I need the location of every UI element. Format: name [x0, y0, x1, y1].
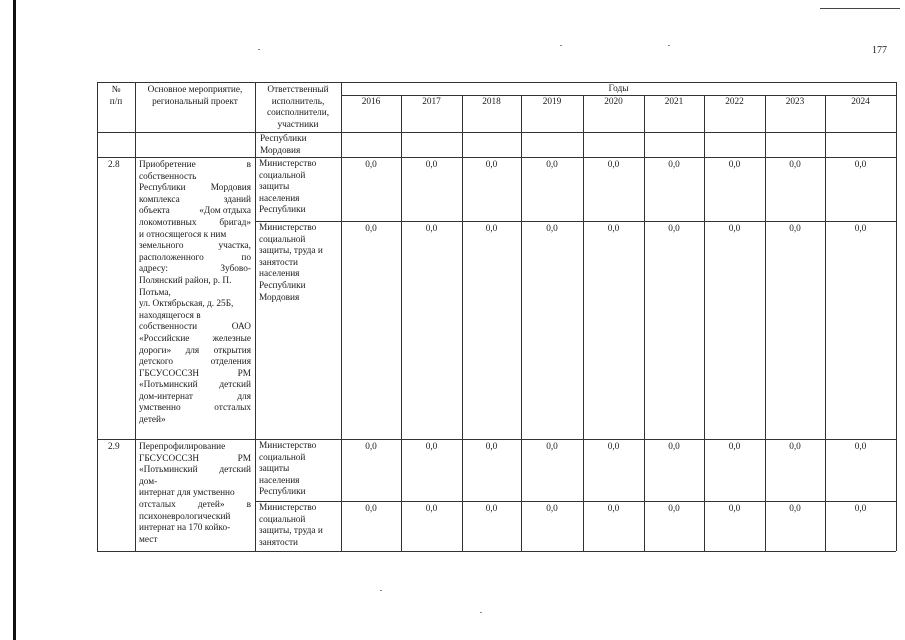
activity-text-word: отсталых: [214, 403, 251, 414]
activity-text-word: зданий: [223, 194, 251, 205]
funding-value-2022: 0,0: [728, 160, 741, 170]
header-year-2023: 2023: [785, 97, 805, 107]
activity-text-line: [139, 512, 251, 524]
funding-value-2024: 0,0: [854, 224, 867, 234]
activity-text-word: умственно: [139, 403, 181, 414]
funding-value-2019: 0,0: [546, 160, 558, 170]
funding-value-2024: 0,0: [854, 442, 867, 452]
activity-text-word: ул. Октябрьская, д. 25Б,: [139, 299, 234, 310]
year-column-divider: [644, 132, 645, 551]
year-column-divider: [704, 132, 705, 551]
header-year-2017: 2017: [422, 97, 441, 107]
activity-text-word: участка,: [218, 241, 251, 252]
activity-text-word: железные: [212, 333, 251, 344]
activity-text-line: [139, 172, 251, 184]
activity-text-word: ГБСУСОССЗН: [139, 368, 200, 379]
activity-text-word: собственности: [139, 322, 198, 333]
funding-value-2017: 0,0: [425, 160, 438, 170]
activity-text-word: Республики: [139, 183, 186, 194]
column-divider-activity: [255, 82, 256, 551]
table-border-top: [97, 82, 896, 83]
funding-value-2024: 0,0: [854, 504, 867, 514]
activity-text-word: Перепрофилирование: [139, 442, 226, 452]
year-column-divider: [765, 132, 766, 551]
activity-text-word: детей»: [197, 499, 225, 510]
activity-text-line: [139, 535, 251, 547]
activity-text-word: ОАО: [231, 322, 251, 333]
activity-text-word: «Потьминский: [139, 465, 198, 476]
activity-text-line: [139, 392, 251, 404]
funding-value-2019: 0,0: [546, 442, 558, 452]
header-activity-label: Основное мероприятие, региональный проект: [147, 85, 243, 107]
scan-speck: [668, 45, 670, 46]
header-year-2018: 2018: [482, 97, 501, 107]
activity-text-word: Приобретение: [139, 160, 196, 170]
funding-value-2022: 0,0: [728, 224, 741, 234]
activity-text-word: отделения: [210, 357, 251, 368]
activity-text-word: дом-интернат: [139, 391, 193, 402]
funding-value-2021: 0,0: [668, 224, 680, 234]
activity-text-line: [139, 488, 251, 500]
activity-text-word: детский: [219, 380, 251, 391]
activity-text-word: «Потьминский: [139, 380, 198, 391]
activity-text-word: Потьма,: [139, 287, 171, 298]
activity-text-word: детский: [219, 465, 251, 476]
activity-text-line: [139, 276, 251, 288]
activity-text-word: детского: [139, 357, 174, 368]
activity-text-line: [139, 477, 251, 489]
header-year-2016: 2016: [361, 97, 381, 107]
scan-edge-bar: [13, 0, 16, 640]
row-divider: [97, 439, 896, 440]
funding-value-2017: 0,0: [425, 442, 438, 452]
year-column-divider: [825, 132, 826, 551]
activity-text-line: [139, 523, 251, 535]
activity-text-word: по: [241, 252, 251, 263]
header-years-label: Годы: [608, 84, 629, 94]
activity-text-line: [139, 299, 251, 311]
activity-text-word: РМ: [237, 453, 251, 464]
activity-text-word: для: [185, 345, 200, 356]
funding-value-2022: 0,0: [728, 504, 741, 514]
header-bottom-line: [97, 132, 341, 133]
funding-value-2023: 0,0: [789, 160, 801, 170]
activity-text-word: собственность: [139, 171, 197, 182]
activity-description: [139, 442, 251, 546]
scan-edge-line: [820, 8, 900, 9]
activity-text-line: [139, 454, 251, 466]
activity-text-word: РМ: [237, 368, 251, 379]
activity-text-word: «Дом отдыха: [199, 206, 251, 217]
year-column-divider: [401, 132, 402, 551]
activity-text-word: земельного: [139, 241, 184, 252]
table-border-bottom: [97, 551, 896, 552]
funding-value-2016: 0,0: [365, 160, 377, 170]
funding-value-2023: 0,0: [789, 504, 801, 514]
activity-text-word: в: [246, 160, 251, 170]
header-num-label: № п/п: [109, 85, 123, 107]
activity-text-word: «Российские: [139, 333, 190, 344]
column-divider-num: [135, 82, 136, 551]
activity-text-word: отсталых: [139, 499, 176, 510]
activity-text-line: [139, 241, 251, 253]
activity-text-line: [139, 380, 251, 392]
activity-text-line: [139, 253, 251, 265]
activity-text-word: и относящегося к ним: [139, 229, 227, 240]
funding-value-2017: 0,0: [425, 224, 438, 234]
funding-value-2018: 0,0: [485, 160, 498, 170]
activity-text-line: [139, 195, 251, 207]
activity-text-line: [139, 415, 251, 427]
activity-text-word: адресу:: [139, 264, 168, 275]
activity-text-word: дом-: [139, 476, 158, 487]
funding-value-2016: 0,0: [365, 442, 377, 452]
row-number: 2.9: [108, 442, 120, 452]
funding-value-2021: 0,0: [668, 504, 680, 514]
funding-value-2024: 0,0: [854, 160, 867, 170]
activity-text-word: ГБСУСОССЗН: [139, 453, 200, 464]
activity-text-word: Мордовия: [210, 183, 251, 194]
activity-text-word: локомотивных: [139, 217, 197, 228]
funding-value-2018: 0,0: [485, 442, 498, 452]
page-number: 177: [872, 45, 887, 56]
activity-text-line: [139, 369, 251, 381]
activity-text-line: [139, 206, 251, 218]
activity-text-word: бригад»: [219, 217, 251, 228]
header-year-2019: 2019: [542, 97, 562, 107]
funding-value-2021: 0,0: [668, 160, 680, 170]
activity-text-line: [139, 311, 251, 323]
header-year-2020: 2020: [604, 97, 623, 107]
activity-text-line: [139, 500, 251, 512]
funding-value-2016: 0,0: [365, 224, 377, 234]
row-number: 2.8: [108, 160, 120, 170]
header-responsible-label: Ответственный исполнитель, соисполнители, участники: [266, 85, 330, 130]
activity-text-line: [139, 442, 251, 454]
funding-value-2020: 0,0: [607, 160, 620, 170]
continuation-row-bottom: [97, 157, 896, 158]
activity-text-line: [139, 218, 251, 230]
activity-text-line: [139, 334, 251, 346]
activity-text-word: находящегося в: [139, 310, 201, 321]
scan-speck: [560, 45, 562, 46]
funding-value-2020: 0,0: [607, 442, 620, 452]
year-column-divider: [583, 132, 584, 551]
responsible-executor: Министерство социальной защиты населения Республики: [259, 441, 317, 498]
scan-speck: [380, 590, 382, 591]
continuation-responsible: Республики Мордовия: [260, 134, 307, 156]
year-column-divider: [521, 132, 522, 551]
activity-text-line: [139, 322, 251, 334]
year-column-divider: [462, 132, 463, 551]
activity-text-word: детей»: [139, 415, 166, 426]
subrow-divider: [255, 221, 896, 222]
activity-text-line: [139, 230, 251, 242]
funding-value-2017: 0,0: [425, 504, 438, 514]
funding-value-2022: 0,0: [728, 442, 741, 452]
header-year-2024: 2024: [851, 97, 870, 107]
subrow-divider: [255, 501, 896, 502]
activity-text-line: [139, 403, 251, 415]
funding-value-2023: 0,0: [789, 442, 801, 452]
activity-text-word: мест: [139, 534, 158, 545]
responsible-executor: Министерство социальной защиты, труда и занятости: [259, 503, 323, 548]
activity-text-word: психоневрологический: [139, 511, 231, 522]
header-year-2022: 2022: [725, 97, 744, 107]
responsible-executor: Министерство социальной защиты, труда и занятости населения Республики Мордовия: [259, 223, 323, 303]
activity-text-word: для: [237, 391, 251, 402]
activity-description: [139, 160, 251, 427]
table-border-right: [896, 82, 897, 551]
funding-value-2016: 0,0: [365, 504, 377, 514]
scan-speck: [480, 612, 482, 613]
funding-value-2019: 0,0: [546, 224, 558, 234]
activity-text-word: интернат на 170 койко-: [139, 523, 231, 534]
activity-text-line: [139, 264, 251, 276]
activity-text-word: объекта: [139, 206, 170, 217]
activity-text-word: в: [246, 499, 251, 510]
funding-value-2020: 0,0: [607, 504, 620, 514]
activity-text-word: Полянский район, р. П.: [139, 275, 232, 286]
funding-value-2021: 0,0: [668, 442, 680, 452]
activity-text-word: расположенного: [139, 252, 204, 263]
activity-text-line: [139, 465, 251, 477]
funding-value-2018: 0,0: [485, 504, 498, 514]
funding-value-2023: 0,0: [789, 224, 801, 234]
activity-text-word: открытия: [213, 345, 251, 356]
header-year-2021: 2021: [664, 97, 684, 107]
scan-speck: [258, 49, 260, 50]
activity-text-word: комплекса: [139, 194, 180, 205]
activity-text-word: интернат для умственно: [139, 488, 235, 499]
header-bottom-line: [341, 132, 896, 133]
funding-value-2019: 0,0: [546, 504, 558, 514]
activity-text-word: дороги»: [139, 345, 172, 356]
activity-text-line: [139, 346, 251, 358]
activity-text-word: Зубово-: [220, 264, 251, 275]
activity-text-line: [139, 357, 251, 369]
table-border-left: [97, 82, 98, 551]
funding-value-2020: 0,0: [607, 224, 620, 234]
activity-text-line: [139, 288, 251, 300]
activity-text-line: [139, 183, 251, 195]
responsible-executor: Министерство социальной защиты населения Республики: [259, 159, 317, 216]
activity-text-line: [139, 160, 251, 172]
funding-value-2018: 0,0: [485, 224, 498, 234]
